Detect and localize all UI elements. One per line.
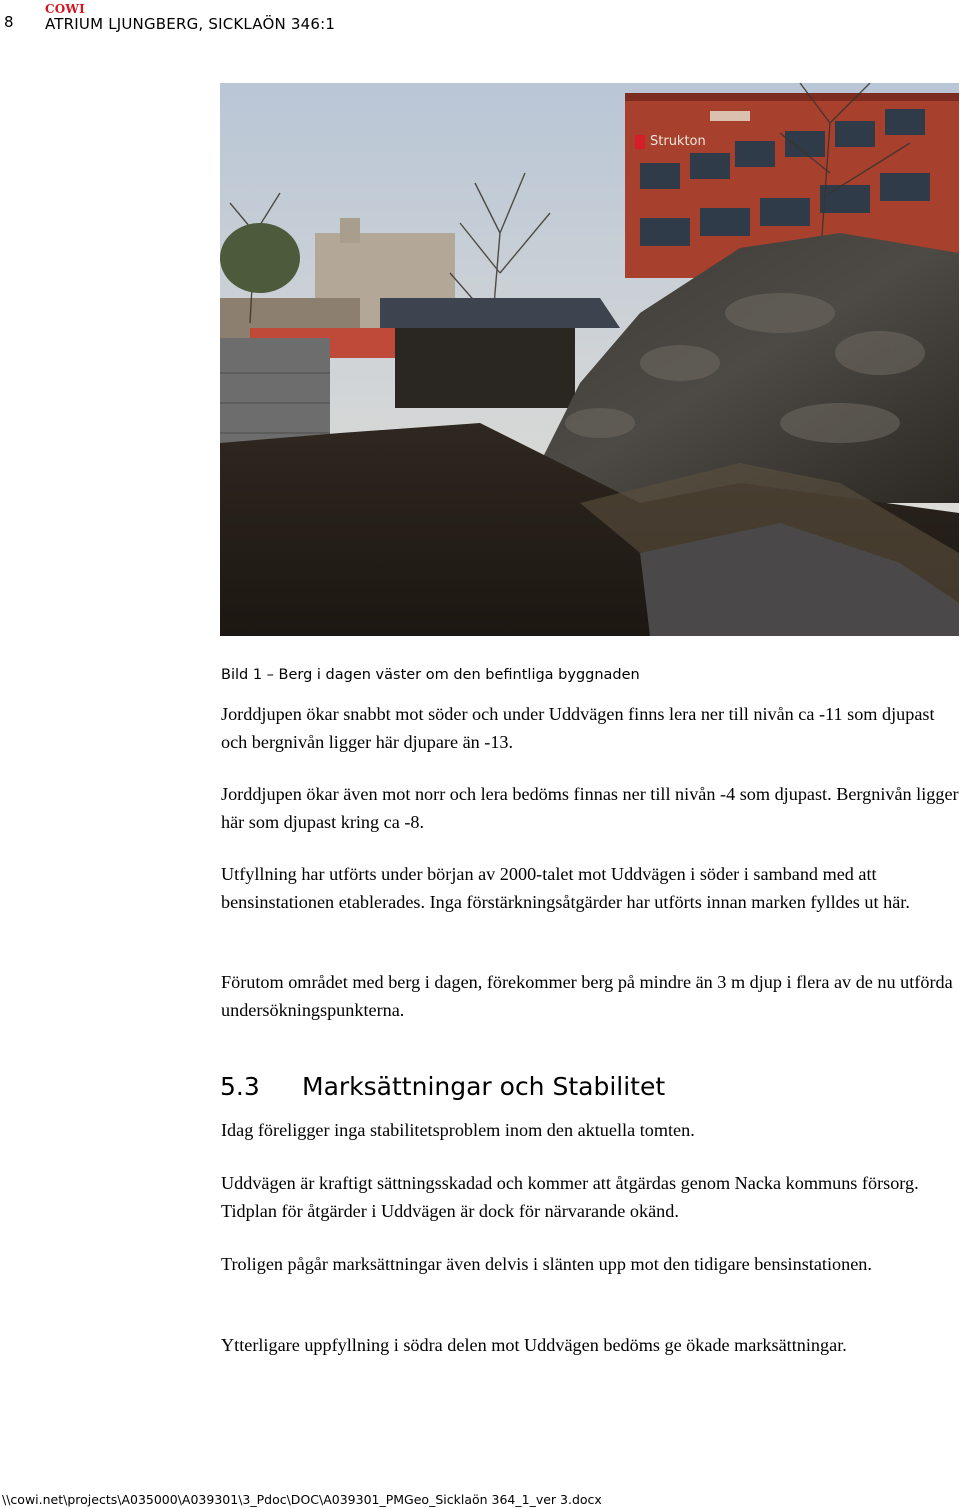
paragraph-filling: Ytterligare uppfyllning i södra delen mot Uddvägen bedöms ge ökade marksättningar.	[221, 1335, 847, 1355]
section-number: 5.3	[220, 1072, 260, 1101]
paragraph-uddvagen: Uddvägen är kraftigt sättningsskadad och kommer att åtgärdas genom Nacka kommuns försorg. Tidplan för åtgärder i Uddvägen är dock för närvarande okänd.	[221, 1173, 919, 1221]
paragraph-fill: Utfyllning har utförts under början av 2000-talet mot Uddvägen i söder i samband med att bensinstationen etablerades. Inga förstärkningsåtgärder har utförts innan marken fylldes ut här.	[221, 864, 910, 912]
file-path-footer: \\cowi.net\projects\A035000\A039301\3_Pdoc\DOC\A039301_PMGeo_Sicklaön 364_1_ver 3.docx	[2, 1492, 602, 1507]
paragraph-stability: Idag föreligger inga stabilitetsproblem inom den aktuella tomten.	[221, 1120, 695, 1140]
document-title: ATRIUM LJUNGBERG, SICKLAÖN 346:1	[45, 15, 336, 33]
paragraph-settlement: Troligen pågår marksättningar även delvis i slänten upp mot den tidigare bensinstationen.	[221, 1254, 872, 1274]
section-heading	[220, 1072, 665, 1101]
cowi-logo: COWI	[45, 2, 85, 16]
site-photo	[220, 83, 959, 636]
figure-caption: Bild 1 – Berg i dagen väster om den befintliga byggnaden	[221, 667, 640, 683]
paragraph-bedrock: Förutom området med berg i dagen, förekommer berg på mindre än 3 m djup i flera av de nu utförda undersökningspunkterna.	[221, 972, 953, 1020]
section-title: Marksättningar och Stabilitet	[302, 1072, 666, 1101]
paragraph-soil-depth-north: Jorddjupen ökar även mot norr och lera bedöms finnas ner till nivån -4 som djupast. Bergnivån ligger här som djupast kring ca -8.	[221, 784, 959, 832]
paragraph-soil-depth-south: Jorddjupen ökar snabbt mot söder och under Uddvägen finns lera ner till nivån ca -11 som djupast och bergnivån ligger här djupare än -13.	[221, 704, 935, 752]
building-sign: Strukton	[650, 134, 706, 149]
page-number: 8	[4, 13, 14, 31]
